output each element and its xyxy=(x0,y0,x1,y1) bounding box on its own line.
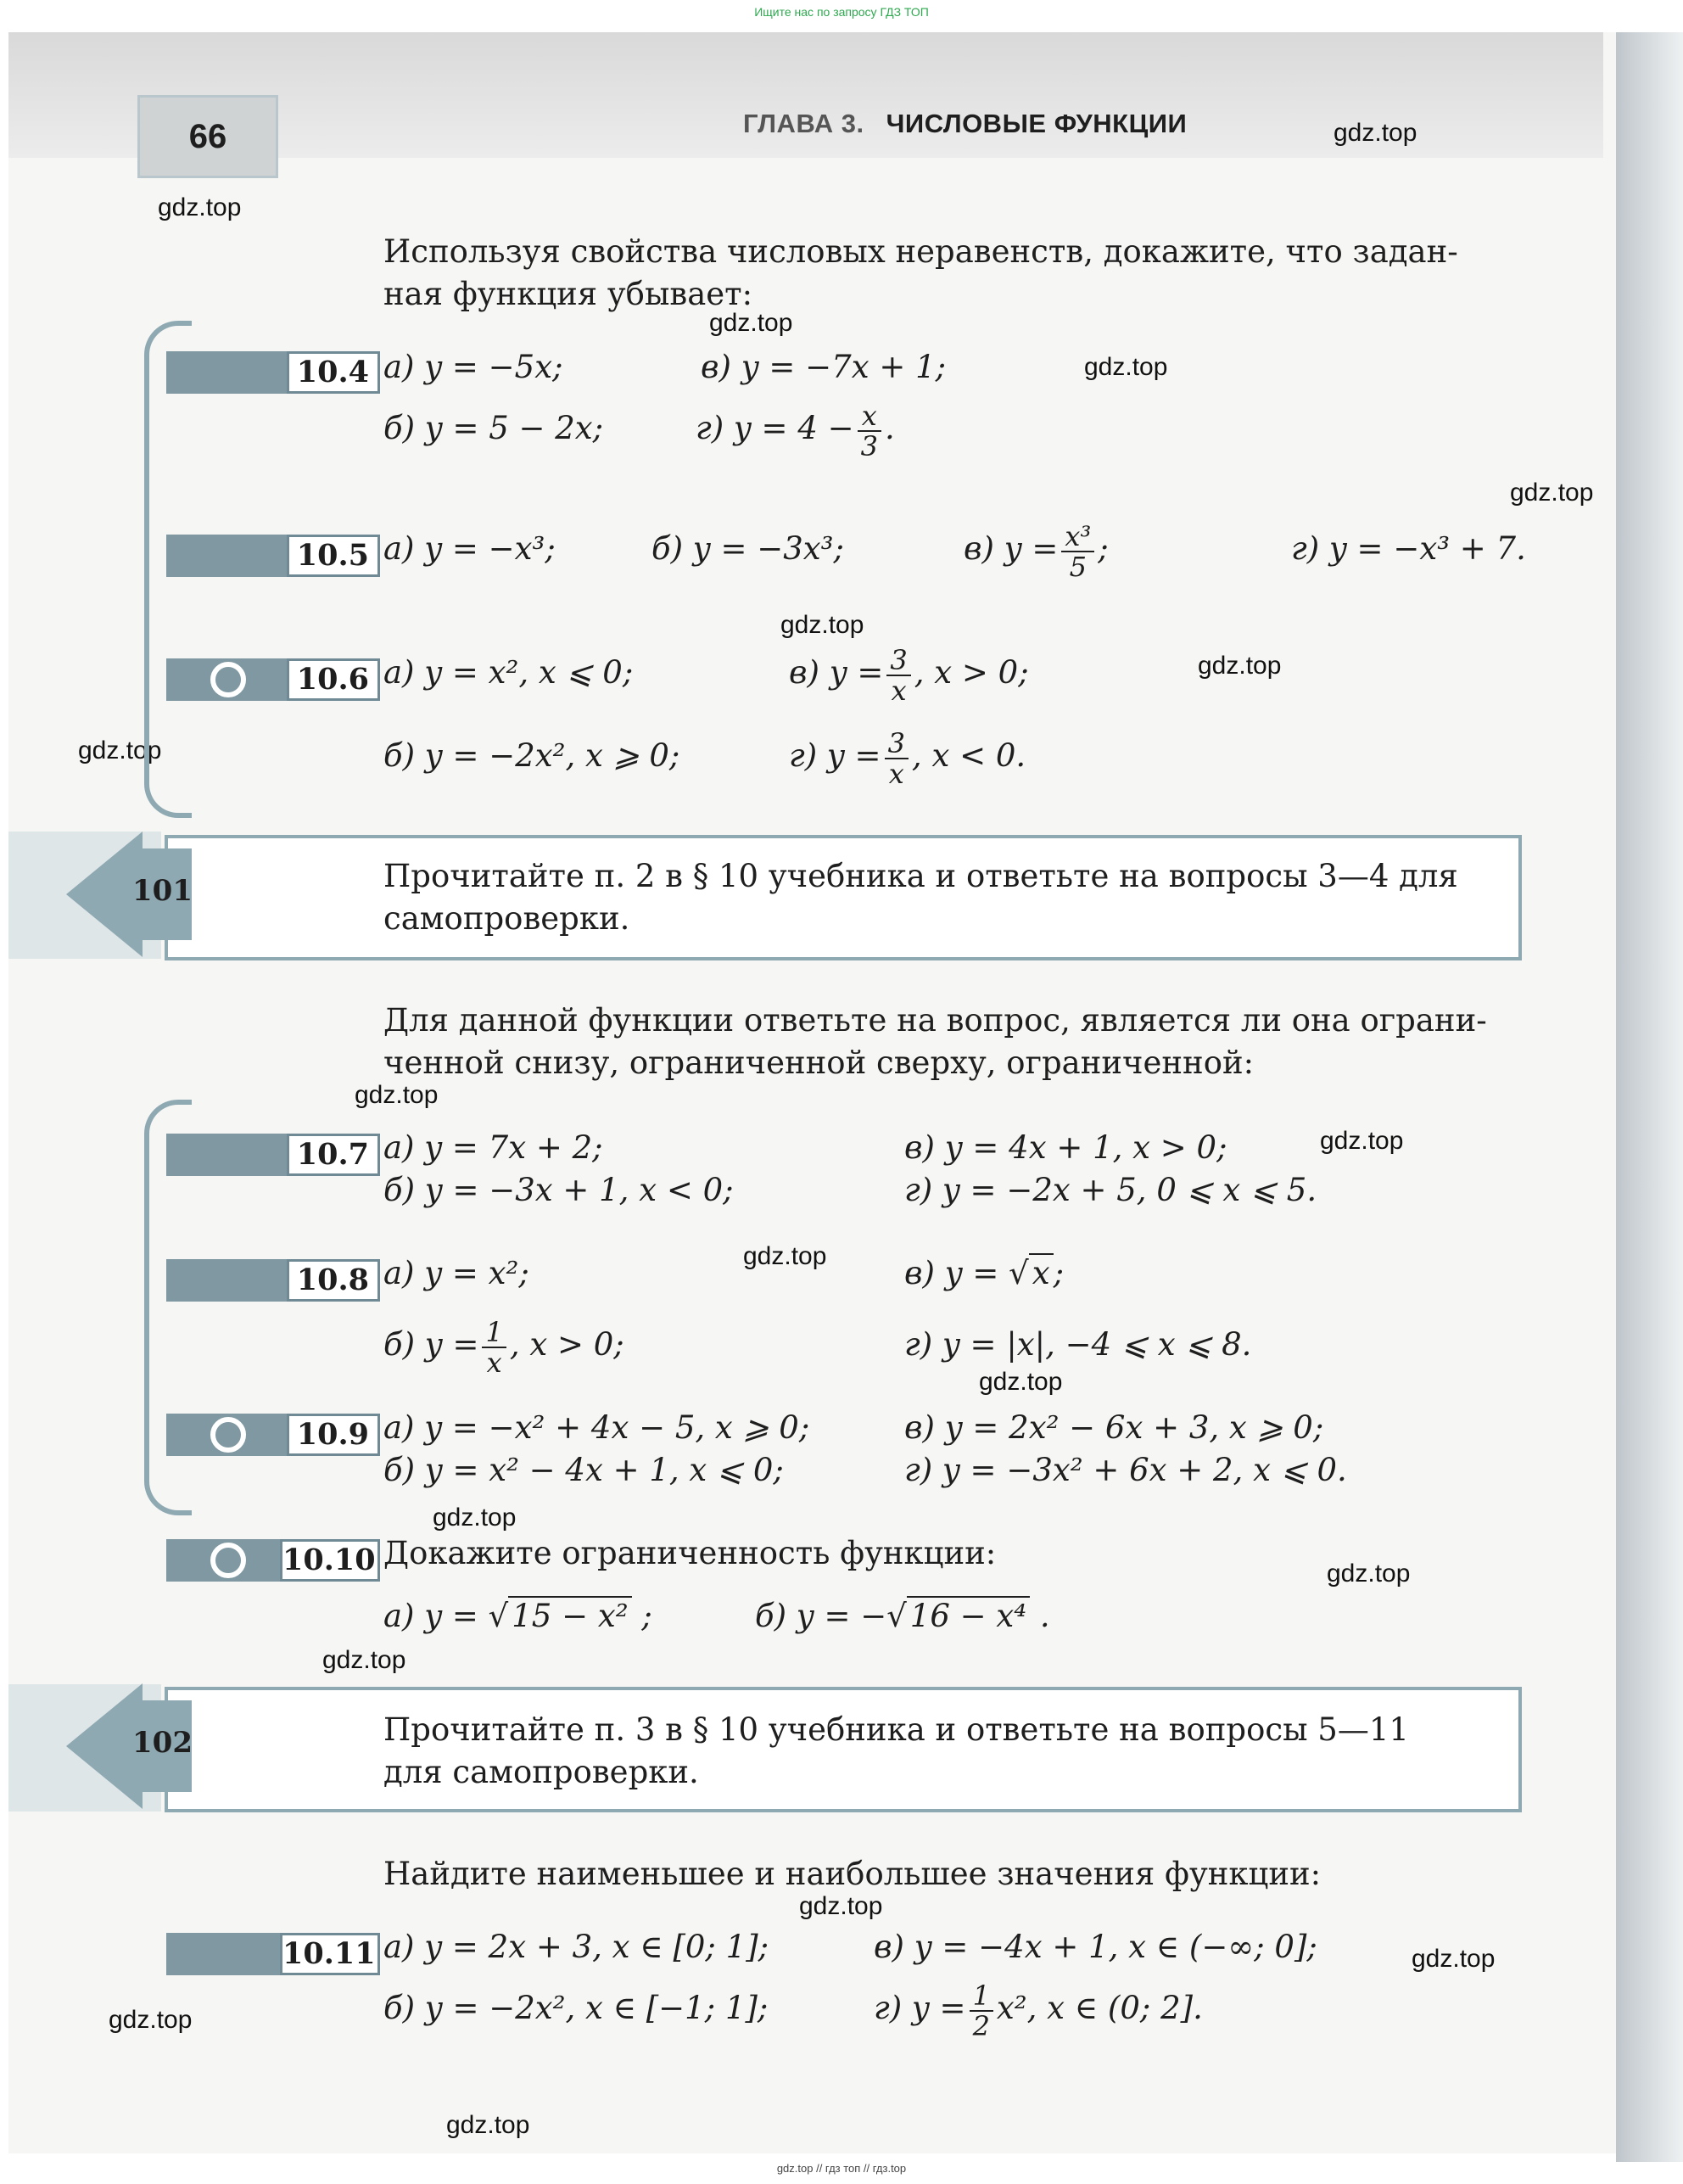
fraction-numerator: x³ xyxy=(1061,522,1094,552)
watermark: gdz.top xyxy=(78,736,162,764)
bottom-note: gdz.top // гдз топ // гдз.top xyxy=(776,2162,907,2175)
watermark: gdz.top xyxy=(979,1368,1063,1396)
ex10-8-v-pre: в) y = xyxy=(904,1255,999,1291)
fraction-numerator: 3 xyxy=(885,729,909,759)
ex10-5-g: г) y = −x³ + 7. xyxy=(1291,530,1526,567)
fraction-denominator: x xyxy=(888,757,904,790)
ex10-11-b: б) y = −2x², x ∈ [−1; 1]; xyxy=(383,1990,769,2026)
fraction-denominator: x xyxy=(891,674,907,707)
watermark: gdz.top xyxy=(799,1892,883,1920)
fraction-denominator: 3 xyxy=(860,429,878,462)
radicand: 16 − x⁴ xyxy=(907,1596,1030,1634)
ex10-8-g: г) y = |x|, −4 ⩽ x ⩽ 8. xyxy=(904,1326,1252,1363)
box-number-102: 102 xyxy=(132,1726,193,1760)
fraction xyxy=(885,726,909,790)
watermark: gdz.top xyxy=(1327,1560,1411,1588)
watermark: gdz.top xyxy=(1510,479,1594,507)
ex10-4-g xyxy=(696,392,895,465)
ex10-7-g: г) y = −2x + 5, 0 ⩽ x ⩽ 5. xyxy=(904,1172,1317,1208)
watermark: gdz.top xyxy=(1334,119,1417,147)
section3-intro: Найдите наименьшее и наибольшее значения функции: xyxy=(383,1856,1322,1892)
ex10-5-v xyxy=(964,512,1109,585)
ex10-6-g xyxy=(789,720,1026,792)
ex10-8-b-post: , x > 0; xyxy=(509,1326,624,1363)
box102-line1: Прочитайте п. 3 в § 10 учебника и ответьте на вопросы 5—11 xyxy=(383,1711,1409,1748)
watermark: gdz.top xyxy=(1320,1127,1404,1155)
watermark: gdz.top xyxy=(446,2111,530,2139)
box102-line2: для самопроверки. xyxy=(383,1754,699,1790)
watermark: gdz.top xyxy=(355,1081,439,1109)
watermark: gdz.top xyxy=(780,611,864,639)
ex10-11-a: а) y = 2x + 3, x ∈ [0; 1]; xyxy=(383,1929,769,1965)
arrow-left-icon xyxy=(66,832,143,957)
watermark: gdz.top xyxy=(709,309,793,337)
box101-line2: самопроверки. xyxy=(383,900,630,937)
ex10-6-v xyxy=(789,636,1029,709)
fraction-denominator: 5 xyxy=(1069,550,1088,583)
ex10-10-b: б) y = −√ 16 − x⁴ . xyxy=(755,1598,1050,1634)
ex10-10-title: Докажите ограниченность функции: xyxy=(383,1535,997,1571)
ex10-10-a-pre: а) y = xyxy=(383,1598,478,1634)
ex10-6-g-pre: г) y = xyxy=(789,737,881,774)
ex10-10-b-pre: б) y = − xyxy=(755,1598,887,1634)
fraction xyxy=(970,1981,993,2041)
fraction-numerator: 1 xyxy=(970,1981,993,2012)
ex10-6-v-post: , x > 0; xyxy=(914,654,1029,691)
ex10-8-a: а) y = x²; xyxy=(383,1255,529,1291)
fraction-denominator: 2 xyxy=(972,2009,990,2042)
section1-intro-line1: Используя свойства числовых неравенств, докажите, что задан- xyxy=(383,233,1458,270)
ex10-4-v: в) y = −7x + 1; xyxy=(701,349,947,385)
ex10-9-b: б) y = x² − 4x + 1, x ⩽ 0; xyxy=(383,1452,784,1488)
watermark: gdz.top xyxy=(1198,652,1282,680)
chapter-label: ГЛАВА 3. xyxy=(743,109,864,138)
exercise-number-10-7: 10.7 xyxy=(287,1134,380,1176)
ex10-9-g: г) y = −3x² + 6x + 2, x ⩽ 0. xyxy=(904,1452,1347,1488)
box-number-101: 101 xyxy=(132,874,193,908)
watermark: gdz.top xyxy=(109,2006,193,2034)
ex10-8-v: в) y = √ x ; xyxy=(904,1255,1065,1291)
ex10-10-b-post: . xyxy=(1039,1598,1050,1634)
arrow-left-icon xyxy=(66,1683,143,1809)
exercise-number-10-9: 10.9 xyxy=(287,1414,380,1456)
ex10-11-v: в) y = −4x + 1, x ∈ (−∞; 0]; xyxy=(874,1929,1317,1965)
exercise-number-10-5: 10.5 xyxy=(287,535,380,577)
ex10-5-b: б) y = −3x³; xyxy=(651,530,844,567)
fraction-denominator: x xyxy=(486,1346,502,1379)
exercise-number-10-11: 10.11 xyxy=(280,1933,380,1975)
difficulty-circle-icon xyxy=(210,662,246,697)
ex10-7-v: в) y = 4x + 1, x > 0; xyxy=(904,1129,1227,1166)
ex10-11-g-pre: г) y = xyxy=(874,1990,966,2026)
top-note: Ищите нас по запросу ГДЗ ТОП xyxy=(754,5,929,19)
chapter-heading xyxy=(743,109,1187,139)
page-edge-shadow xyxy=(1616,32,1683,2162)
difficulty-circle-icon xyxy=(210,1417,246,1453)
ex10-11-g xyxy=(874,1972,1203,2045)
fraction-numerator: 1 xyxy=(482,1318,506,1348)
radicand: 15 − x² xyxy=(508,1596,631,1634)
ex10-11-g-post: x², x ∈ (0; 2]. xyxy=(996,1990,1203,2026)
fraction-numerator: x xyxy=(858,401,881,432)
ex10-7-b: б) y = −3x + 1, x < 0; xyxy=(383,1172,734,1208)
section1-intro-line2: ная функция убывает: xyxy=(383,276,753,312)
ex10-6-b: б) y = −2x², x ⩾ 0; xyxy=(383,737,680,774)
section2-intro-line1: Для данной функции ответьте на вопрос, является ли она ограни- xyxy=(383,1002,1487,1039)
exercise-number-10-6: 10.6 xyxy=(287,658,380,701)
ex10-6-g-post: , x < 0. xyxy=(911,737,1026,774)
ex10-8-v-post: ; xyxy=(1053,1255,1065,1291)
ex10-10-a: а) y = √ 15 − x² ; xyxy=(383,1598,652,1634)
ex10-5-v-post: ; xyxy=(1098,530,1109,567)
ex10-8-b xyxy=(383,1308,624,1381)
fraction xyxy=(1061,519,1094,583)
ex10-5-v-pre: в) y = xyxy=(964,530,1059,567)
ex10-6-a: а) y = x², x ⩽ 0; xyxy=(383,654,634,691)
watermark: gdz.top xyxy=(743,1242,827,1270)
exercise-number-10-4: 10.4 xyxy=(287,351,380,394)
watermark: gdz.top xyxy=(1412,1945,1496,1973)
exercise-number-10-10: 10.10 xyxy=(280,1539,380,1582)
radicand: x xyxy=(1029,1253,1054,1291)
ex10-9-a: а) y = −x² + 4x − 5, x ⩾ 0; xyxy=(383,1409,810,1446)
ex10-4-a: а) y = −5x; xyxy=(383,349,563,385)
watermark: gdz.top xyxy=(1084,353,1168,381)
fraction xyxy=(886,643,910,707)
ex10-8-b-pre: б) y = xyxy=(383,1326,479,1363)
section2-intro-line2: ченной снизу, ограниченной сверху, ограниченной: xyxy=(383,1044,1255,1081)
ex10-6-v-pre: в) y = xyxy=(789,654,884,691)
difficulty-circle-icon xyxy=(210,1543,246,1578)
watermark: gdz.top xyxy=(322,1646,406,1674)
fraction xyxy=(858,401,881,461)
exercise-number-10-8: 10.8 xyxy=(287,1259,380,1302)
reading-box-101 xyxy=(165,835,1522,960)
ex10-4-b: б) y = 5 − 2x; xyxy=(383,410,604,446)
page-number: 66 xyxy=(137,95,278,178)
ex10-4-g-post: . xyxy=(885,410,895,446)
ex10-4-g-pre: г) y = 4 − xyxy=(696,410,854,446)
box101-line1: Прочитайте п. 2 в § 10 учебника и ответьте на вопросы 3—4 для xyxy=(383,858,1458,894)
ex10-10-a-post: ; xyxy=(641,1598,652,1634)
chapter-title: ЧИСЛОВЫЕ ФУНКЦИИ xyxy=(886,109,1188,138)
watermark: gdz.top xyxy=(158,193,242,221)
ex10-5-a: а) y = −x³; xyxy=(383,530,556,567)
ex10-7-a: а) y = 7x + 2; xyxy=(383,1129,603,1166)
fraction xyxy=(482,1315,506,1379)
ex10-9-v: в) y = 2x² − 6x + 3, x ⩾ 0; xyxy=(904,1409,1324,1446)
fraction-numerator: 3 xyxy=(886,646,910,676)
watermark: gdz.top xyxy=(433,1504,517,1532)
